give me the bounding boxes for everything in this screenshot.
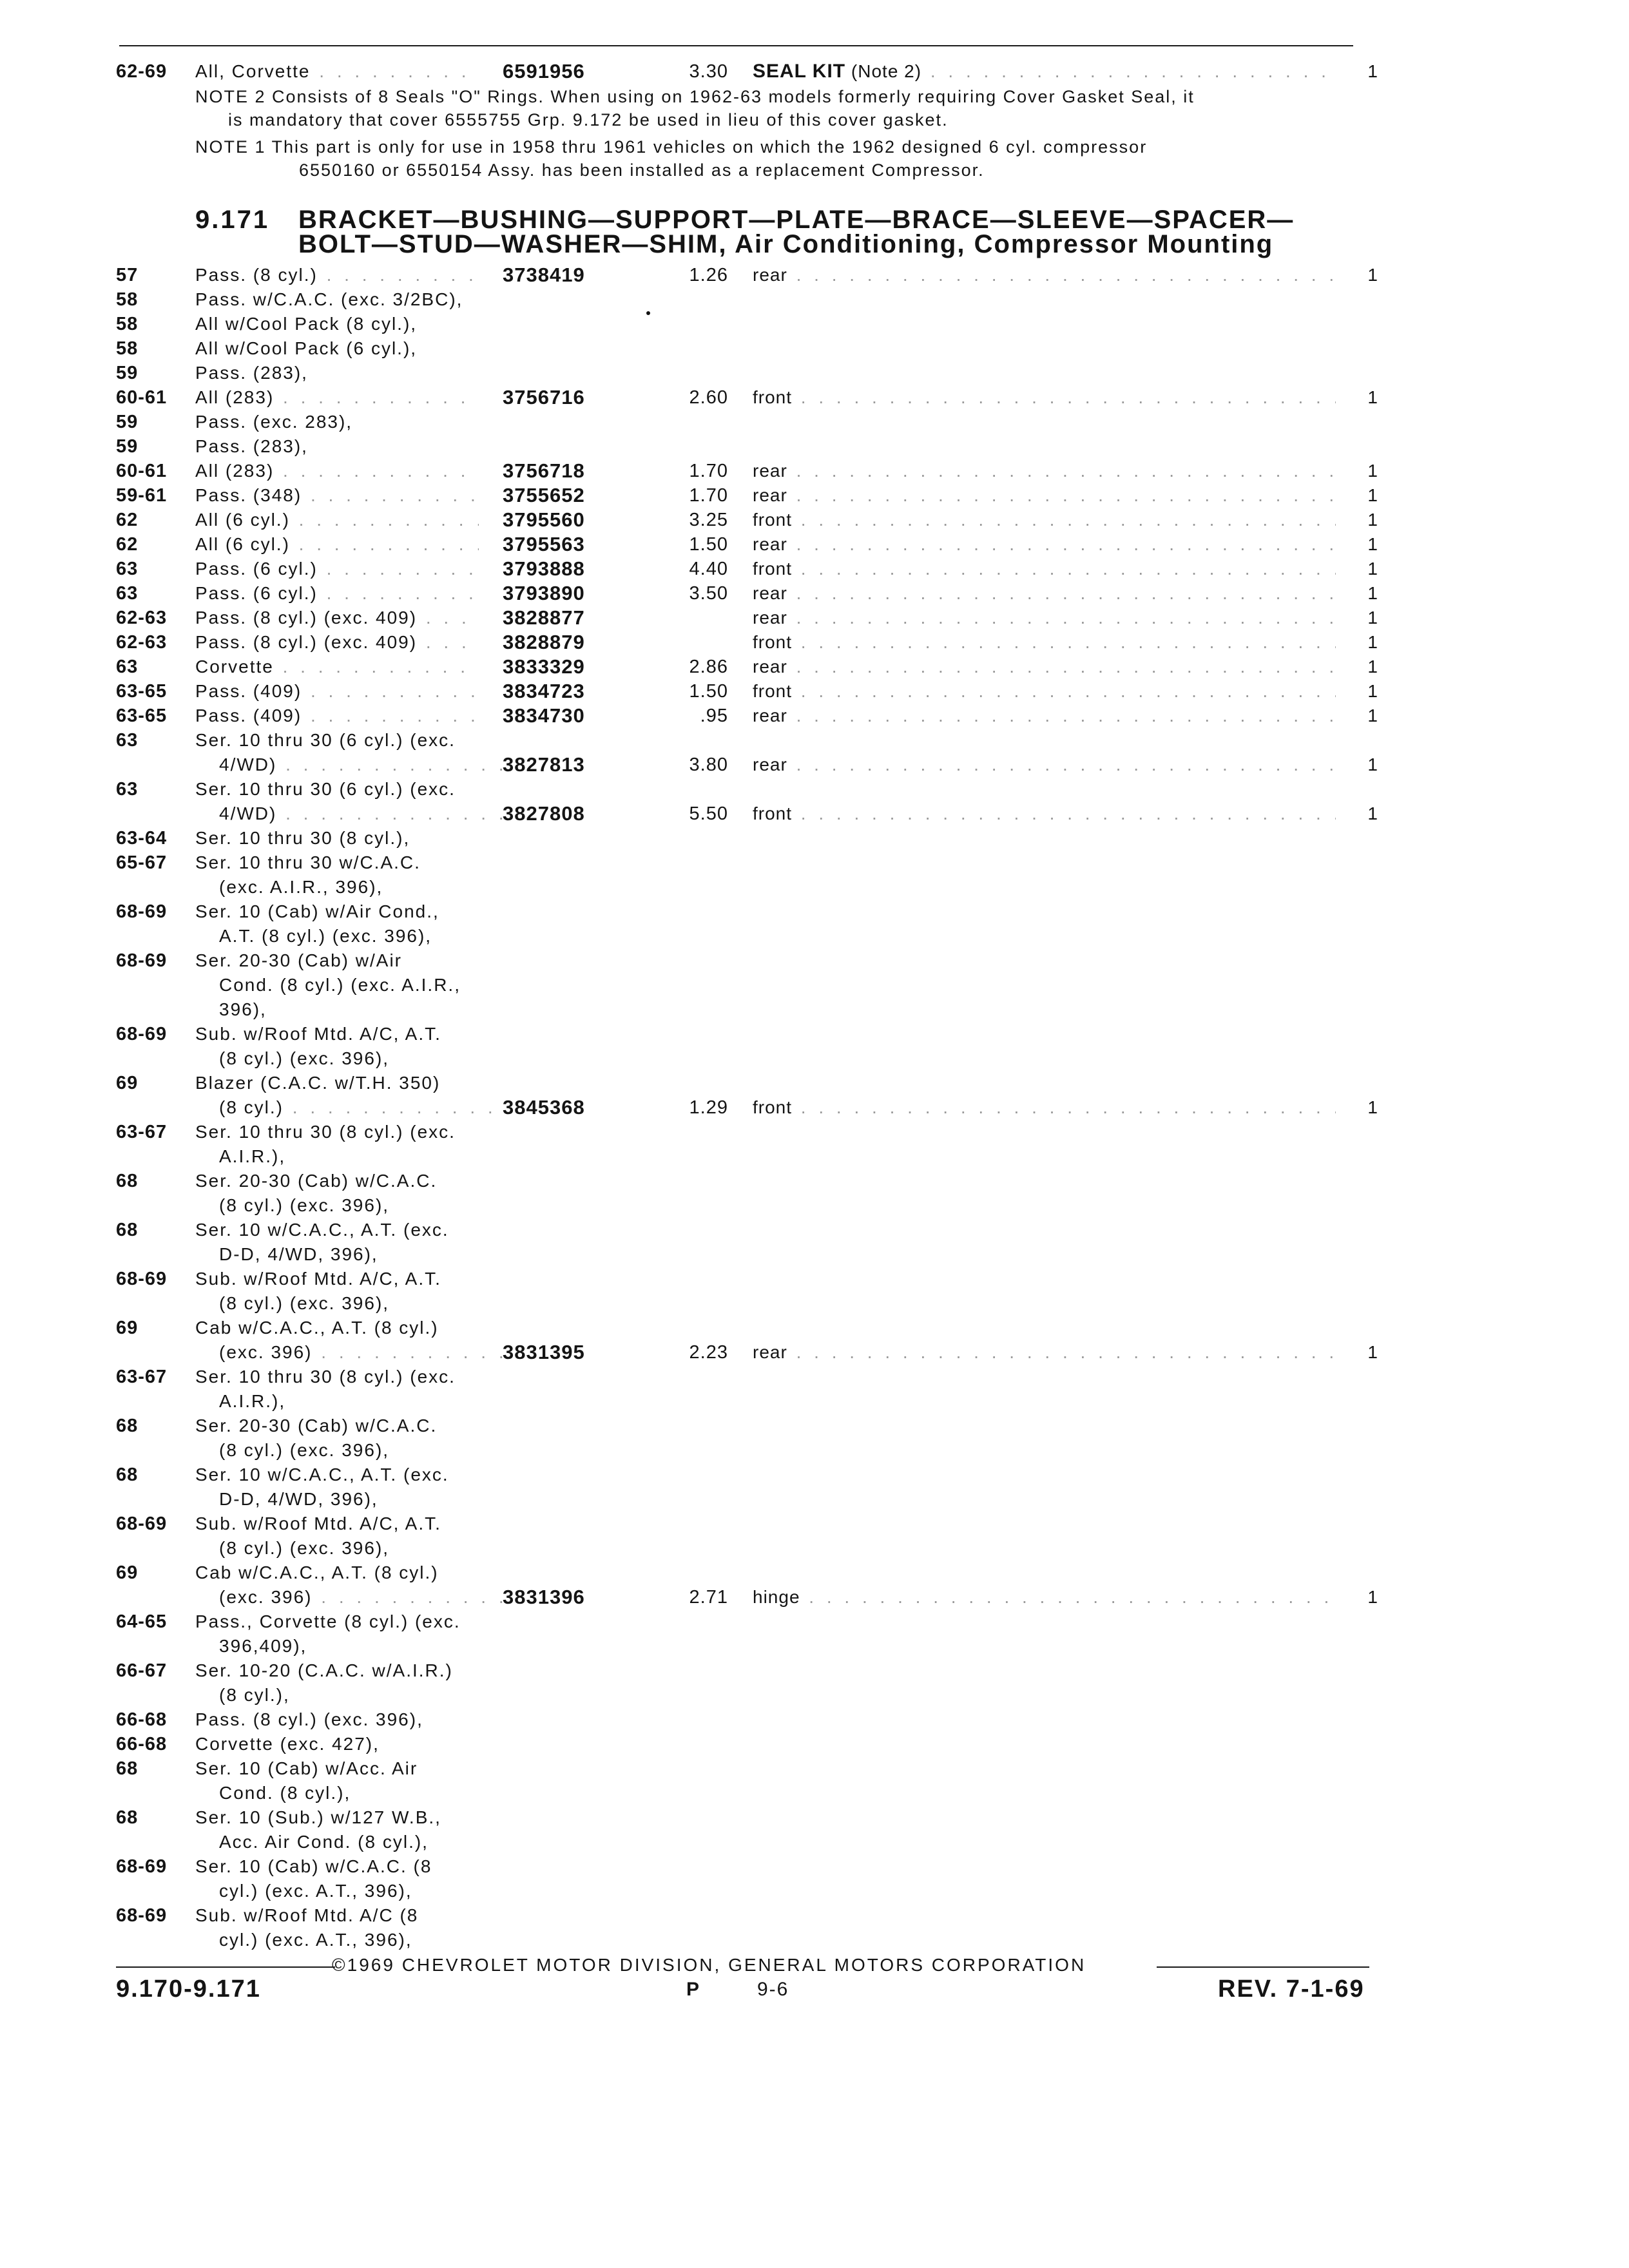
part-name: rear . . .: [753, 483, 1336, 508]
table-row: [0, 1903, 1629, 1928]
part-name: front . . .: [753, 679, 1336, 704]
year-range: 68-69: [116, 901, 168, 922]
year-range: 68-69: [116, 950, 168, 971]
model-description: D-D, 4/WD, 396),: [219, 1489, 378, 1509]
table-row: [0, 581, 1629, 606]
model-description: Ser. 10 (Cab) w/Air Cond.,: [195, 901, 439, 921]
model-description: Pass. (8 cyl.) (exc. 409) . . .: [195, 630, 479, 655]
part-number: 6591956: [503, 60, 585, 82]
part-name-bold: SEAL KIT: [753, 61, 846, 82]
part-name: [753, 59, 1336, 84]
table-row: [0, 1144, 1629, 1169]
quantity: 1: [1367, 681, 1378, 701]
year-range: 63: [116, 657, 139, 677]
year-range: 63-65: [116, 681, 168, 702]
part-number: 3834723: [503, 680, 585, 702]
model-description: Pass. (8 cyl.) (exc. 409) . . .: [195, 606, 479, 630]
year-range: 68: [116, 1416, 139, 1436]
table-row: [0, 1193, 1629, 1218]
note-1-line-2: 6550160 or 6550154 Assy. has been installed as a replacement Compressor.: [299, 160, 985, 180]
year-range: 68: [116, 1465, 139, 1485]
model-description: Ser. 10 thru 30 (6 cyl.) (exc.: [195, 779, 456, 799]
model-description: All (283) . . .: [195, 459, 479, 483]
price: 3.30: [689, 61, 728, 82]
model-description: Pass. (409) . . .: [195, 679, 479, 704]
table-row: [0, 1365, 1629, 1389]
note-2-line-2: is mandatory that cover 6555755 Grp. 9.172 be used in lieu of this cover gasket.: [228, 110, 949, 130]
ink-speck: [646, 311, 650, 315]
year-range: 62-69: [116, 61, 168, 82]
quantity: 1: [1367, 387, 1378, 407]
table-row: [0, 1316, 1629, 1340]
part-number: 3793888: [503, 557, 585, 580]
price: 5.50: [689, 803, 728, 824]
part-name: rear . . .: [753, 704, 1336, 728]
part-number: 3827808: [503, 802, 585, 825]
table-row: [0, 1438, 1629, 1463]
model-description: (8 cyl.) (exc. 396),: [219, 1195, 390, 1215]
table-row: [0, 753, 1629, 777]
section-title-line-1: BRACKET—BUSHING—SUPPORT—PLATE—BRACE—SLEEVE—SPACER—: [298, 206, 1295, 234]
table-row: [0, 1022, 1629, 1046]
model-description: Ser. 20-30 (Cab) w/C.A.C.: [195, 1416, 438, 1436]
year-range: 68-69: [116, 1269, 168, 1289]
part-name-note: (Note 2): [845, 61, 922, 81]
year-range: 57: [116, 265, 139, 285]
model-description: Pass. (6 cyl.) . . .: [195, 557, 479, 581]
table-row: [0, 1071, 1629, 1095]
table-row: [0, 1218, 1629, 1242]
part-name: rear . . .: [753, 532, 1336, 557]
table-row: [0, 997, 1629, 1022]
year-range: 65-67: [116, 852, 168, 873]
table-row: [0, 434, 1629, 459]
part-number: 3845368: [503, 1096, 585, 1119]
quantity: 1: [1367, 754, 1378, 774]
model-description: cyl.) (exc. A.T., 396),: [219, 1881, 412, 1901]
page-number: 9-6: [757, 1979, 789, 2000]
model-description: 4/WD) . . .: [219, 802, 503, 826]
part-number: 3833329: [503, 655, 585, 678]
year-range: 68-69: [116, 1905, 168, 1926]
table-row: [0, 336, 1629, 361]
quantity: 1: [1367, 632, 1378, 652]
table-row: [0, 385, 1629, 410]
model-description: (8 cyl.) (exc. 396),: [219, 1538, 390, 1558]
part-number: 3834730: [503, 704, 585, 727]
year-range: 63: [116, 559, 139, 579]
model-description: Ser. 10 w/C.A.C., A.T. (exc.: [195, 1465, 449, 1485]
model-description: Ser. 20-30 (Cab) w/C.A.C.: [195, 1171, 438, 1191]
model-description: All (6 cyl.) . . .: [195, 508, 479, 532]
year-range: 63: [116, 779, 139, 800]
year-range: 63-65: [116, 706, 168, 726]
table-row: [0, 361, 1629, 385]
model-description: Ser. 10 (Cab) w/Acc. Air: [195, 1758, 418, 1778]
year-range: 69: [116, 1562, 139, 1583]
model-description: Corvette (exc. 427),: [195, 1734, 380, 1754]
table-row: [0, 410, 1629, 434]
group-range: 9.170-9.171: [116, 1975, 261, 2003]
model-description: Pass. (409) . . .: [195, 704, 479, 728]
quantity: 1: [1367, 657, 1378, 677]
year-range: 59: [116, 412, 139, 432]
model-description: Pass. (6 cyl.) . . .: [195, 581, 479, 606]
section-title-line-2: BOLT—STUD—WASHER—SHIM, Air Conditioning, Compressor Mounting: [298, 230, 1274, 258]
part-number: 3828879: [503, 631, 585, 653]
model-description: All w/Cool Pack (6 cyl.),: [195, 338, 418, 358]
table-row: [0, 1487, 1629, 1512]
note-2-line-1: NOTE 2 Consists of 8 Seals "O" Rings. When using on 1962-63 models formerly requiring Cover Gasket Seal, it: [195, 87, 1195, 106]
model-description: (8 cyl.) . . .: [219, 1095, 503, 1120]
model-description: A.I.R.),: [219, 1146, 286, 1166]
quantity: 1: [1367, 803, 1378, 823]
year-range: 62-63: [116, 608, 168, 628]
part-number: 3827813: [503, 753, 585, 776]
table-row: [0, 1585, 1629, 1610]
part-number: 3756716: [503, 386, 585, 408]
table-row: [0, 1732, 1629, 1756]
table-row: [0, 850, 1629, 875]
year-range: 68: [116, 1220, 139, 1240]
model-description: Blazer (C.A.C. w/T.H. 350): [195, 1073, 441, 1093]
table-row: [0, 1291, 1629, 1316]
quantity: 1: [1367, 583, 1378, 603]
year-range: 64-65: [116, 1611, 168, 1632]
table-row: [0, 1561, 1629, 1585]
year-range: 68: [116, 1758, 139, 1779]
model-description: Acc. Air Cond. (8 cyl.),: [219, 1832, 429, 1852]
table-row: [0, 924, 1629, 948]
table-row: [0, 1928, 1629, 1952]
year-range: 68-69: [116, 1514, 168, 1534]
part-name: rear . . .: [753, 459, 1336, 483]
table-row: [0, 1610, 1629, 1634]
year-range: 68-69: [116, 1856, 168, 1877]
model-description: Ser. 10 thru 30 (8 cyl.) (exc.: [195, 1367, 456, 1387]
quantity: 1: [1367, 608, 1378, 628]
year-range: 58: [116, 289, 139, 310]
model-description: Pass. (283),: [195, 436, 308, 456]
model-description: Sub. w/Roof Mtd. A/C, A.T.: [195, 1024, 441, 1044]
model-description: (8 cyl.),: [219, 1685, 290, 1705]
table-row: [0, 1658, 1629, 1683]
table-row: [0, 1389, 1629, 1414]
year-range: 69: [116, 1318, 139, 1338]
model-description: Ser. 10 thru 30 (8 cyl.),: [195, 828, 410, 848]
table-row: [0, 1340, 1629, 1365]
quantity: 1: [1367, 1097, 1378, 1117]
part-number: 3795560: [503, 508, 585, 531]
model-description: Ser. 10 (Sub.) w/127 W.B.,: [195, 1807, 441, 1827]
model-description: A.T. (8 cyl.) (exc. 396),: [219, 926, 432, 946]
year-range: 68-69: [116, 1024, 168, 1044]
table-row: [0, 973, 1629, 997]
year-range: 66-68: [116, 1734, 168, 1754]
table-row: [0, 1169, 1629, 1193]
table-row: [0, 1707, 1629, 1732]
table-row: [0, 728, 1629, 753]
model-description: All (6 cyl.) . . .: [195, 532, 479, 557]
table-row: [0, 557, 1629, 581]
price: 3.25: [689, 510, 728, 530]
model-description: Cab w/C.A.C., A.T. (8 cyl.): [195, 1562, 439, 1582]
price: 1.70: [689, 485, 728, 506]
part-name: front . . .: [753, 557, 1336, 581]
model-description: Pass. (283),: [195, 363, 308, 383]
year-range: 63-67: [116, 1367, 168, 1387]
year-range: 63: [116, 583, 139, 604]
quantity: 1: [1367, 61, 1378, 81]
top-entry-row: [0, 59, 1629, 84]
table-row: [0, 777, 1629, 802]
table-row: [0, 1805, 1629, 1830]
table-row: [0, 1634, 1629, 1658]
model-description: Sub. w/Roof Mtd. A/C, A.T.: [195, 1269, 441, 1289]
table-row: [0, 802, 1629, 826]
section-number: 9.171: [195, 206, 270, 234]
model-description: Sub. w/Roof Mtd. A/C, A.T.: [195, 1514, 441, 1533]
model-description: (8 cyl.) (exc. 396),: [219, 1048, 390, 1068]
table-row: [0, 312, 1629, 336]
year-range: 62: [116, 510, 139, 530]
model-description: 4/WD) . . .: [219, 753, 503, 777]
year-range: 68: [116, 1171, 139, 1191]
year-range: 60-61: [116, 387, 168, 408]
quantity: 1: [1367, 534, 1378, 554]
year-range: 62-63: [116, 632, 168, 653]
price: 2.71: [689, 1587, 728, 1608]
table-row: [0, 1854, 1629, 1879]
footer-rule-left: [116, 1966, 335, 1968]
top-rule: [119, 45, 1353, 46]
model-description: Pass. (8 cyl.) (exc. 396),: [195, 1709, 423, 1729]
price: 3.50: [689, 583, 728, 604]
quantity: 1: [1367, 559, 1378, 579]
model-description: 396),: [219, 999, 267, 1019]
quantity: 1: [1367, 1587, 1378, 1607]
model-description: (exc. 396) . . .: [219, 1340, 503, 1365]
model-description: Ser. 10 thru 30 w/C.A.C.: [195, 852, 421, 872]
part-name: front . . .: [753, 802, 1336, 826]
year-range: 69: [116, 1073, 139, 1093]
model-description: Ser. 10 w/C.A.C., A.T. (exc.: [195, 1220, 449, 1240]
table-row: [0, 1267, 1629, 1291]
part-number: 3738419: [503, 264, 585, 286]
model-description: Ser. 10 (Cab) w/C.A.C. (8: [195, 1856, 432, 1876]
table-row: [0, 630, 1629, 655]
quantity: 1: [1367, 461, 1378, 481]
table-row: [0, 948, 1629, 973]
table-row: [0, 1683, 1629, 1707]
year-range: 59: [116, 436, 139, 457]
model-description: Sub. w/Roof Mtd. A/C (8: [195, 1905, 419, 1925]
table-row: [0, 1120, 1629, 1144]
page-letter: P: [686, 1979, 701, 2000]
table-row: [0, 287, 1629, 312]
table-row: [0, 655, 1629, 679]
part-number: 3755652: [503, 484, 585, 506]
year-range: 58: [116, 314, 139, 334]
model-description: All w/Cool Pack (8 cyl.),: [195, 314, 418, 334]
table-row: [0, 1830, 1629, 1854]
model-description: Pass. (348) . . .: [195, 483, 479, 508]
table-row: [0, 1414, 1629, 1438]
note-1-line-1: NOTE 1 This part is only for use in 1958 thru 1961 vehicles on which the 1962 designed 6 cyl. compressor: [195, 137, 1148, 157]
price: 1.50: [689, 681, 728, 702]
price: 1.26: [689, 265, 728, 285]
table-row: [0, 826, 1629, 850]
year-range: 58: [116, 338, 139, 359]
model-description: Pass. w/C.A.C. (exc. 3/2BC),: [195, 289, 463, 309]
year-range: 66-68: [116, 1709, 168, 1730]
part-number: 3793890: [503, 582, 585, 604]
year-range: 68: [116, 1807, 139, 1828]
quantity: 1: [1367, 706, 1378, 726]
model-description: All, Corvette . . .: [195, 59, 479, 84]
table-row: [0, 1536, 1629, 1561]
model-description: Ser. 10 thru 30 (6 cyl.) (exc.: [195, 730, 456, 750]
quantity: 1: [1367, 1342, 1378, 1362]
quantity: 1: [1367, 485, 1378, 505]
part-name: front . . .: [753, 630, 1336, 655]
table-row: [0, 263, 1629, 287]
footer-rule-right: [1157, 1966, 1369, 1968]
part-number: 3828877: [503, 606, 585, 629]
model-description: 396,409),: [219, 1636, 307, 1656]
table-row: [0, 1242, 1629, 1267]
part-number: 3756718: [503, 459, 585, 482]
price: 3.80: [689, 754, 728, 775]
table-row: [0, 679, 1629, 704]
table-row: [0, 1463, 1629, 1487]
table-row: [0, 704, 1629, 728]
model-description: (8 cyl.) (exc. 396),: [219, 1440, 390, 1460]
part-name: rear . . .: [753, 263, 1336, 287]
year-range: 60-61: [116, 461, 168, 481]
part-name: hinge . . .: [753, 1585, 1336, 1610]
year-range: 63-67: [116, 1122, 168, 1142]
part-name: rear . . .: [753, 606, 1336, 630]
part-number: 3831395: [503, 1341, 585, 1363]
table-row: [0, 1781, 1629, 1805]
price: 2.86: [689, 657, 728, 677]
model-description: (exc. A.I.R., 396),: [219, 877, 383, 897]
part-name: front . . .: [753, 508, 1336, 532]
price: 2.23: [689, 1342, 728, 1363]
part-number: 3831396: [503, 1586, 585, 1608]
table-row: [0, 483, 1629, 508]
model-description: All (283) . . .: [195, 385, 479, 410]
model-description: Pass., Corvette (8 cyl.) (exc.: [195, 1611, 461, 1631]
copyright: ©1969 CHEVROLET MOTOR DIVISION, GENERAL MOTORS CORPORATION: [332, 1955, 1086, 1975]
table-row: [0, 606, 1629, 630]
model-description: Cond. (8 cyl.),: [219, 1783, 351, 1803]
part-number: 3795563: [503, 533, 585, 555]
model-description: Pass. (8 cyl.) . . .: [195, 263, 479, 287]
model-description: Ser. 10-20 (C.A.C. w/A.I.R.): [195, 1660, 453, 1680]
model-description: D-D, 4/WD, 396),: [219, 1244, 378, 1264]
part-name: front . . .: [753, 1095, 1336, 1120]
year-range: 66-67: [116, 1660, 168, 1681]
price: .95: [700, 706, 728, 726]
table-row: [0, 459, 1629, 483]
table-row: [0, 1095, 1629, 1120]
part-name: rear . . .: [753, 1340, 1336, 1365]
table-row: [0, 875, 1629, 899]
part-name: rear . . .: [753, 581, 1336, 606]
year-range: 62: [116, 534, 139, 555]
price: 4.40: [689, 559, 728, 579]
part-name: rear . . .: [753, 655, 1336, 679]
model-description: cyl.) (exc. A.T., 396),: [219, 1930, 412, 1950]
part-name: rear . . .: [753, 753, 1336, 777]
part-name: front . . .: [753, 385, 1336, 410]
model-description: Pass. (exc. 283),: [195, 412, 353, 432]
model-description: Ser. 10 thru 30 (8 cyl.) (exc.: [195, 1122, 456, 1142]
table-row: [0, 532, 1629, 557]
table-row: [0, 899, 1629, 924]
price: 1.29: [689, 1097, 728, 1118]
model-description: Corvette . . .: [195, 655, 479, 679]
model-description: Cab w/C.A.C., A.T. (8 cyl.): [195, 1318, 439, 1338]
year-range: 59-61: [116, 485, 168, 506]
model-description: A.I.R.),: [219, 1391, 286, 1411]
table-row: [0, 1512, 1629, 1536]
model-description: Ser. 20-30 (Cab) w/Air: [195, 950, 402, 970]
price: 1.50: [689, 534, 728, 555]
quantity: 1: [1367, 265, 1378, 285]
price: 2.60: [689, 387, 728, 408]
revision-date: REV. 7-1-69: [1218, 1975, 1365, 2003]
table-row: [0, 1756, 1629, 1781]
model-description: Cond. (8 cyl.) (exc. A.I.R.,: [219, 975, 461, 995]
table-row: [0, 1879, 1629, 1903]
model-description: (exc. 396) . . .: [219, 1585, 503, 1610]
quantity: 1: [1367, 510, 1378, 530]
year-range: 59: [116, 363, 139, 383]
table-row: [0, 1046, 1629, 1071]
year-range: 63: [116, 730, 139, 751]
year-range: 63-64: [116, 828, 168, 849]
price: 1.70: [689, 461, 728, 481]
model-description: (8 cyl.) (exc. 396),: [219, 1293, 390, 1313]
table-row: [0, 508, 1629, 532]
